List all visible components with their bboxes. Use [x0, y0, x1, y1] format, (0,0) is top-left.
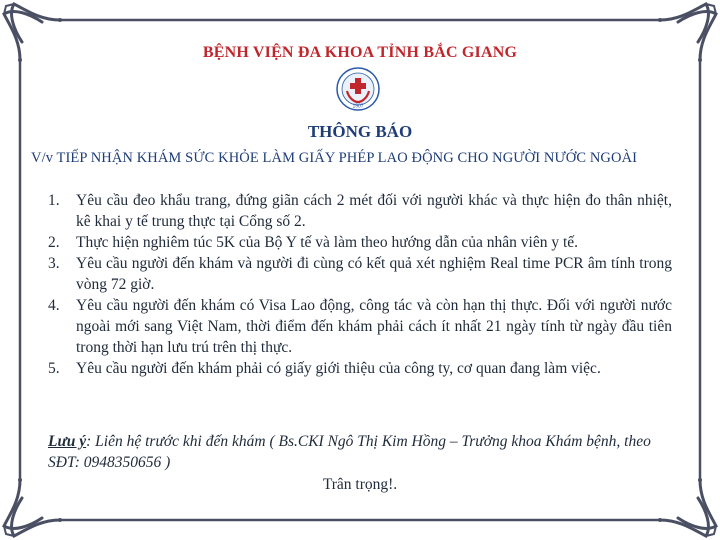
list-item	[48, 358, 672, 379]
list-item-number: 3.	[48, 255, 60, 272]
list-item	[48, 190, 672, 232]
requirements-list	[48, 190, 672, 379]
note-text: : Liên hệ trước khi đến khám ( Bs.CKI Ngô Thị Kim Hồng – Trưởng khoa Khám bệnh, theo SĐT: 0948350656 )	[48, 433, 651, 471]
notice-title: THÔNG BÁO	[307, 122, 413, 141]
list-item	[48, 232, 672, 253]
list-item-number: 1.	[48, 192, 60, 209]
hospital-name: BỆNH VIỆN ĐA KHOA TỈNH BẮC GIANG	[202, 44, 518, 61]
list-item-text: Thực hiện nghiêm túc 5K của Bộ Y tế và làm theo hướng dẫn của nhân viên y tế.	[76, 234, 579, 251]
logo-year: 1907	[352, 103, 364, 110]
list-item-text: Yêu cầu đeo khẩu trang, đứng giãn cách 2 mét đối với người khác và thực hiện đo thân nhiệt, kê khai y tế trung thực tại Cổng số 2.	[76, 192, 672, 230]
closing-text: Trân trọng!.	[322, 476, 398, 493]
contact-note	[48, 431, 672, 473]
list-item-number: 2.	[48, 234, 60, 251]
notice-subject: V/v TIẾP NHẬN KHÁM SỨC KHỎE LÀM GIẤY PHÉP LAO ĐỘNG CHO NGƯỜI NƯỚC NGOÀI	[31, 150, 638, 166]
note-label: Lưu ý	[48, 433, 87, 450]
list-item-text: Yêu cầu người đến khám có Visa Lao động, công tác và còn hạn thị thực. Đối với người nước ngoài mới sang Việt Nam, thời điểm đến khám phải cách ít nhất 21 ngày tính từ ngày đầu tiên trong thời hạn lưu trú trên thị thực.	[76, 297, 672, 356]
list-item	[48, 253, 672, 295]
list-item-text: Yêu cầu người đến khám và người đi cùng có kết quả xét nghiệm Real time PCR âm tính trong vòng 72 giờ.	[76, 255, 672, 293]
list-item-number: 5.	[48, 360, 60, 377]
hospital-logo	[336, 67, 380, 111]
list-item	[48, 295, 672, 358]
list-item-number: 4.	[48, 297, 60, 314]
list-item-text: Yêu cầu người đến khám phải có giấy giới thiệu của công ty, cơ quan đang làm việc.	[76, 360, 601, 377]
